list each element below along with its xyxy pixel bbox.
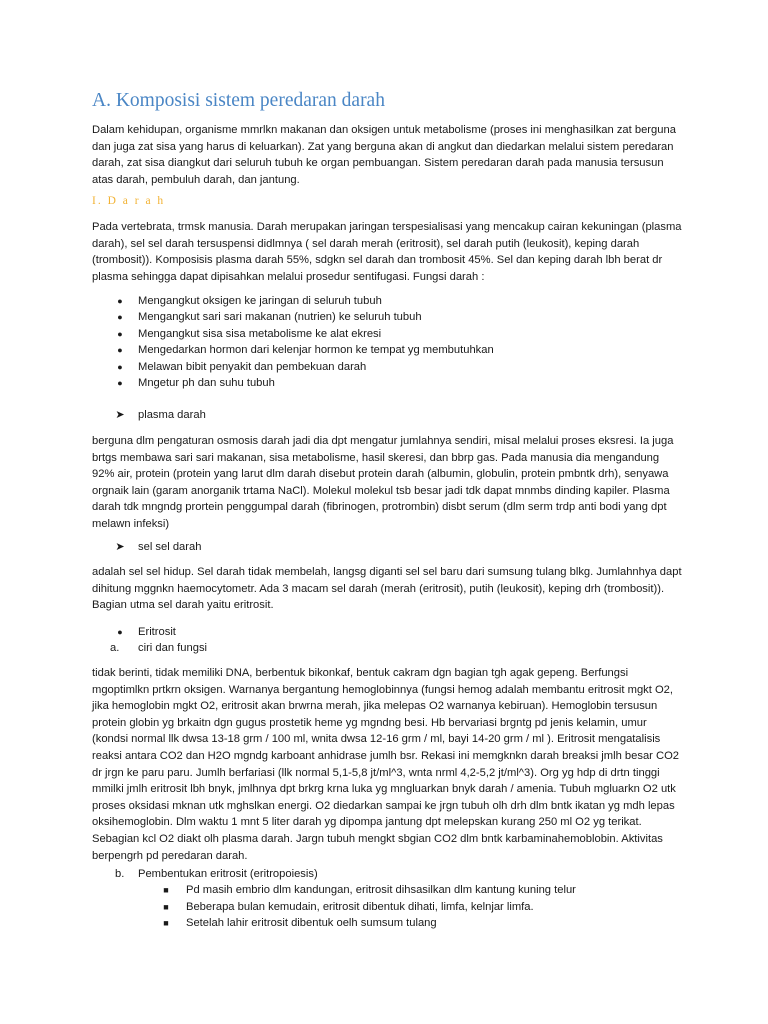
bullet-icon: ● <box>117 362 123 372</box>
eritrosit-label: Eritrosit <box>138 626 176 638</box>
eritrosit-paragraph: tidak berinti, tidak memiliki DNA, berbentuk bikonkaf, bentuk cakram dgn bagian tgh agak gepeng. Berfungsi mgoptimlkn prtkrn oksigen. Warnanya bergantung hemoglobinnya (fungsi hemog adalah membantu eritrosit mgkt O2, jika hemoglobin mgkt O2, eritrosit akan brwrna merah, jika melepas O2 warnanya kebiruan). Hemoglobin tersusun protein globin yg brkaitn dgn gugus prostetik heme yg mgndng besi. Hb bervariasi brgntg pd jenis kelamin, umur (kondsi normal llk dwsa 13-18 grm / 100 ml, wnita dwsa 12-16 grm / ml, bayi 14-20 grm / ml ). Eritrosit mengatalisis reaksi antara CO2 dan H2O mgndg karboant anhidrase jumlh bsr. Rekasi ini memgknkn darah breaksi jmlh besar CO2 dr jrgn ke paru paru. Jumlh berfariasi (llk normal 5,1-5,8 jt/ml^3, wnta nrml 4,2-5,2 jt/ml^3). Org yg hdp di drtn tinggi mmilki jmlh eritrosit lbh bnyk, jmlhnya dpt brkrg krna luka yg mngluarkan bnyk darah / amenia. Tubuh mgluarkn O2 utk proses oksidasi mknan utk mghslkan energi. O2 diedarkan sampai ke jrgn tubuh olh drh dlm bntk ikatan yg mdh lepas oksihemoglobin. Dlm waktu 1 mnt 5 liter darah yg dipompa jantung dpt melepskan kurang 250 ml O2 yg terikat. Sebagian kcl O2 diakt olh plasma darah. Jargn tubuh mengkt sbgian CO2 dlm bntk karbaminahemoblobin. Aktivitas berpengrh pd peredaran darah. <box>92 667 680 862</box>
plasma-paragraph: berguna dlm pengaturan osmosis darah jadi dia dpt mengatur jumlahnya sendiri, misal melalui proses eksresi. Ia juga brtgs membawa sari sari makanan, sisa metabolisme, hasil skeresi, dan bbrp gas. Pada manusia dia mengandung 92% air, protein (protein yang larut dlm darah disebut protein darah (albumin, globulin, protein pmbntk drh), senyawa orgnaik lain (garam anorganik trtama NaCl). Molekul molekul tsb besar jadi tdk dapat mnmbs dinding kapiler. Plasma darah tdk mngndg prortein penggumpal darah (fibrinogen, protrombin) disbt serum (dlm serm trdp anti bodi yang dpt melawn infeksi) <box>92 435 674 530</box>
list-item-text: Beberapa bulan kemudain, eritrosit dibentuk dihati, limfa, kelnjar limfa. <box>186 901 534 913</box>
plasma-label: plasma darah <box>138 409 206 421</box>
page-title: A. Komposisi sistem peredaran darah <box>92 90 385 111</box>
square-bullet-icon: ■ <box>163 902 169 912</box>
sub-b-marker: b. <box>115 868 125 880</box>
bullet-icon: ● <box>117 345 123 355</box>
cells-paragraph: adalah sel sel hidup. Sel darah tidak membelah, langsg diganti sel sel baru dari sumsung tulang blkg. Jumlahnhya dapt dihitung mggnkn haemocytometr. Ada 3 macam sel darah (merah (eritrosit), putih (leukosit), keping drh (trombosit)). Bagian utma sel darah yaitu eritrosit. <box>92 566 682 612</box>
sub-b-label: Pembentukan eritrosit (eritropoiesis) <box>138 868 318 880</box>
list-item-text: Setelah lahir eritrosit dibentuk oelh sumsum tulang <box>186 917 437 929</box>
list-item-text: Mengangkut sisa sisa metabolisme ke alat ekresi <box>138 328 382 340</box>
bullet-icon: ● <box>117 378 123 388</box>
section-heading-darah: I. D a r a h <box>92 195 166 207</box>
list-item-text: Pd masih embrio dlm kandungan, eritrosit dihsasilkan dlm kantung kuning telur <box>186 884 576 896</box>
cells-label: sel sel darah <box>138 541 202 553</box>
list-item-text: Mengangkut sari sari makanan (nutrien) ke seluruh tubuh <box>138 311 422 323</box>
square-bullet-icon: ■ <box>163 885 169 895</box>
bullet-icon: ● <box>117 329 123 339</box>
list-item-text: Mengangkut oksigen ke jaringan di seluruh tubuh <box>138 295 382 307</box>
arrow-icon: ➤ <box>115 541 125 553</box>
bullet-icon: ● <box>117 312 123 322</box>
bullet-icon: ● <box>117 627 123 637</box>
sub-a-marker: a. <box>110 642 120 654</box>
bullet-icon: ● <box>117 296 123 306</box>
square-bullet-icon: ■ <box>163 918 169 928</box>
intro-paragraph: Dalam kehidupan, organisme mmrlkn makanan dan oksigen untuk metabolisme (proses ini menghasilkan zat berguna dan juga zat sisa yang harus di keluarkan). Zat yang berguna akan di angkut dan diedarkan melalui sistem peredaran darah, zat sisa diangkut dari seluruh tubuh ke organ pembuangan. Sistem peredaran darah pada manusia tersusun atas darah, pembuluh darah, dan jantung. <box>92 124 676 186</box>
sub-a-label: ciri dan fungsi <box>138 642 208 654</box>
list-item-text: Mengedarkan hormon dari kelenjar hormon ke tempat yg membutuhkan <box>138 344 494 356</box>
arrow-icon: ➤ <box>115 409 125 421</box>
darah-paragraph: Pada vertebrata, trmsk manusia. Darah merupakan jaringan terspesialisasi yang mencakup cairan kekuningan (plasma darah), sel sel darah tersuspensi didlmnya ( sel darah merah (eritrosit), sel darah putih (leukosit), keping darah (trombosit)). Komposisis plasma darah 55%, sdgkn sel darah dan trombosit 45%. Sel dan keping darah lbh berat dr plasma sehingga dapat dipisahkan melalui prosedur sentifugasi. Fungsi darah : <box>92 221 682 283</box>
list-item-text: Melawan bibit penyakit dan pembekuan darah <box>138 361 367 373</box>
list-item-text: Mngetur ph dan suhu tubuh <box>138 377 275 389</box>
